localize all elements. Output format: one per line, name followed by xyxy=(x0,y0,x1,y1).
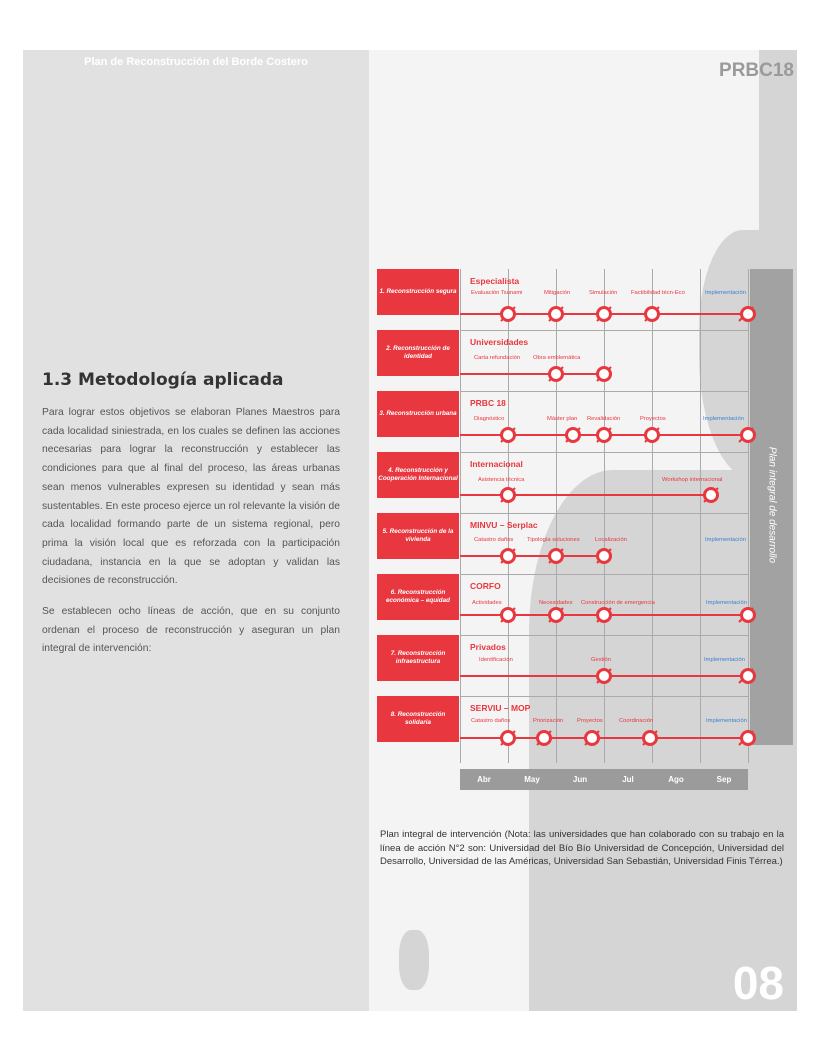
milestone-marker xyxy=(502,489,515,502)
milestone-marker xyxy=(742,308,755,321)
milestone-marker xyxy=(598,670,611,683)
milestone-marker xyxy=(742,429,755,442)
action-line-8: 8. Reconstrucción solidaria xyxy=(377,696,459,742)
milestone-marker xyxy=(598,368,611,381)
milestone-label: Diagnóstico xyxy=(474,416,505,422)
milestone-label: Tipología soluciones xyxy=(527,537,580,543)
milestone-label: Identificación xyxy=(479,657,513,663)
action-line-4: 4. Reconstrucción y Cooperación Internacional xyxy=(377,452,459,498)
milestone-label: Catastro daños xyxy=(471,718,511,724)
milestone-label: Construcción de emergencia xyxy=(581,600,655,606)
month-label: May xyxy=(524,775,540,784)
milestone-marker xyxy=(550,368,563,381)
milestone-marker xyxy=(705,489,718,502)
milestone-marker xyxy=(646,429,659,442)
milestone-marker xyxy=(598,550,611,563)
milestone-marker xyxy=(502,308,515,321)
row-title: Universidades xyxy=(470,337,529,347)
action-line-1: 1. Reconstrucción segura xyxy=(377,269,459,315)
month-label: Sep xyxy=(716,775,732,784)
action-line-2: 2. Reconstrucción de identidad xyxy=(377,330,459,376)
brand-logo-text: PRBC18 xyxy=(719,60,794,81)
body-paragraph-1: Para lograr estos objetivos se elaboran Planes Maestros para cada localidad siniestrada, en los cuales se definen las acciones necesarias para lograr la reconstrucción y establecer las condiciones para que al final del proceso, las áreas urbanas sean menos vulnerables expresen su identidad y sean más sustentables. En este proceso ejerce un rol relevante la visión de cada localidad formando parte de un sistema regional, pero prima la visión local que es reforzada con la participación ciudadana, instancia en la que se adoptan y validan las decisiones de reconstrucción. xyxy=(42,407,340,587)
milestone-label: Implementación xyxy=(706,718,747,724)
milestone-marker xyxy=(598,609,611,622)
milestone-label: Localización xyxy=(595,537,627,543)
milestone-label: Obra emblemática xyxy=(533,355,581,361)
milestone-marker xyxy=(644,732,657,745)
month-label: Abr xyxy=(477,775,491,784)
milestone-marker xyxy=(567,429,580,442)
milestone-label: Implementación xyxy=(706,600,747,606)
milestone-label: Máster plan xyxy=(547,416,578,422)
milestone-label: Actividades xyxy=(472,600,502,606)
page-header-title: Plan de Reconstrucción del Borde Costero xyxy=(84,56,308,68)
milestone-marker xyxy=(550,609,563,622)
milestone-marker xyxy=(550,550,563,563)
milestone-marker xyxy=(502,429,515,442)
milestone-label: Gestión xyxy=(591,657,611,663)
milestone-label: Priorización xyxy=(533,718,564,724)
milestone-marker xyxy=(646,308,659,321)
milestone-label: Implementación xyxy=(705,537,746,543)
section-title: 1.3 Metodología aplicada xyxy=(42,370,284,390)
milestone-label: Revalidación xyxy=(587,416,621,422)
month-label: Jul xyxy=(622,775,634,784)
body-paragraph-2: Se establecen ocho líneas de acción, que en su conjunto ordenan el proceso de reconstrucción y aseguran un plan integral de intervención: xyxy=(42,606,340,655)
action-line-3: 3. Reconstrucción urbana xyxy=(377,391,459,437)
timeline-tracks xyxy=(376,269,796,769)
month-label: Jun xyxy=(572,775,588,784)
milestone-label: Simulación xyxy=(589,290,618,296)
milestone-marker xyxy=(742,609,755,622)
row-title: Especialista xyxy=(470,276,520,286)
row-title: CORFO xyxy=(470,581,501,591)
month-label: Ago xyxy=(668,775,684,784)
milestone-marker xyxy=(502,609,515,622)
milestone-marker xyxy=(502,732,515,745)
milestone-marker xyxy=(598,308,611,321)
milestone-label: Catastro daños xyxy=(474,537,514,543)
milestone-marker xyxy=(742,670,755,683)
milestone-label: Implementación xyxy=(704,657,745,663)
row-title: SERVIU – MOP xyxy=(470,703,531,713)
milestone-label: Evaluación Tsunami xyxy=(471,290,523,296)
milestone-label: Workshop internacional xyxy=(662,477,723,483)
milestone-marker xyxy=(502,550,515,563)
milestone-label: Asistencia técnica xyxy=(478,477,525,483)
month-axis xyxy=(460,769,748,790)
row-title: PRBC 18 xyxy=(470,398,506,408)
milestone-label: Necesidades xyxy=(539,600,573,606)
side-label: Plan integral de desarrollo xyxy=(766,446,778,564)
milestone-marker xyxy=(550,308,563,321)
milestone-label: Implementación xyxy=(703,416,744,422)
milestone-label: Proyectos xyxy=(640,416,666,422)
timeline-diagram xyxy=(376,269,796,799)
milestone-label: Factibilidad técn-Eco xyxy=(631,290,685,296)
row-title: MINVU – Serplac xyxy=(470,520,538,530)
page-number: 08 xyxy=(732,957,784,1009)
action-line-6: 6. Reconstrucción económica – equidad xyxy=(377,574,459,620)
milestone-label: Coordinación xyxy=(619,718,654,724)
milestone-marker xyxy=(538,732,551,745)
action-line-7: 7. Reconstrucción infraestructura xyxy=(377,635,459,681)
milestone-marker xyxy=(586,732,599,745)
milestone-label: Carta refundación xyxy=(474,355,521,361)
milestone-label: Mitigación xyxy=(544,290,571,296)
action-line-5: 5. Reconstrucción de la vivienda xyxy=(377,513,459,559)
milestone-marker xyxy=(742,732,755,745)
milestone-marker xyxy=(598,429,611,442)
milestone-label: Proyectos xyxy=(577,718,603,724)
figure-caption: Plan integral de intervención (Nota: las universidades que han colaborado con su trabajo en la línea de acción N°2 son: Universidad del Bío Bío Universidad de Concepción, Universidad del Desarrollo, Universidad de las Américas, Universidad San Sebastián, Universidad Finis Térrea.) xyxy=(380,829,784,868)
row-title: Privados xyxy=(470,642,506,652)
row-title: Internacional xyxy=(470,459,523,469)
milestone-label: Implementación xyxy=(705,290,746,296)
